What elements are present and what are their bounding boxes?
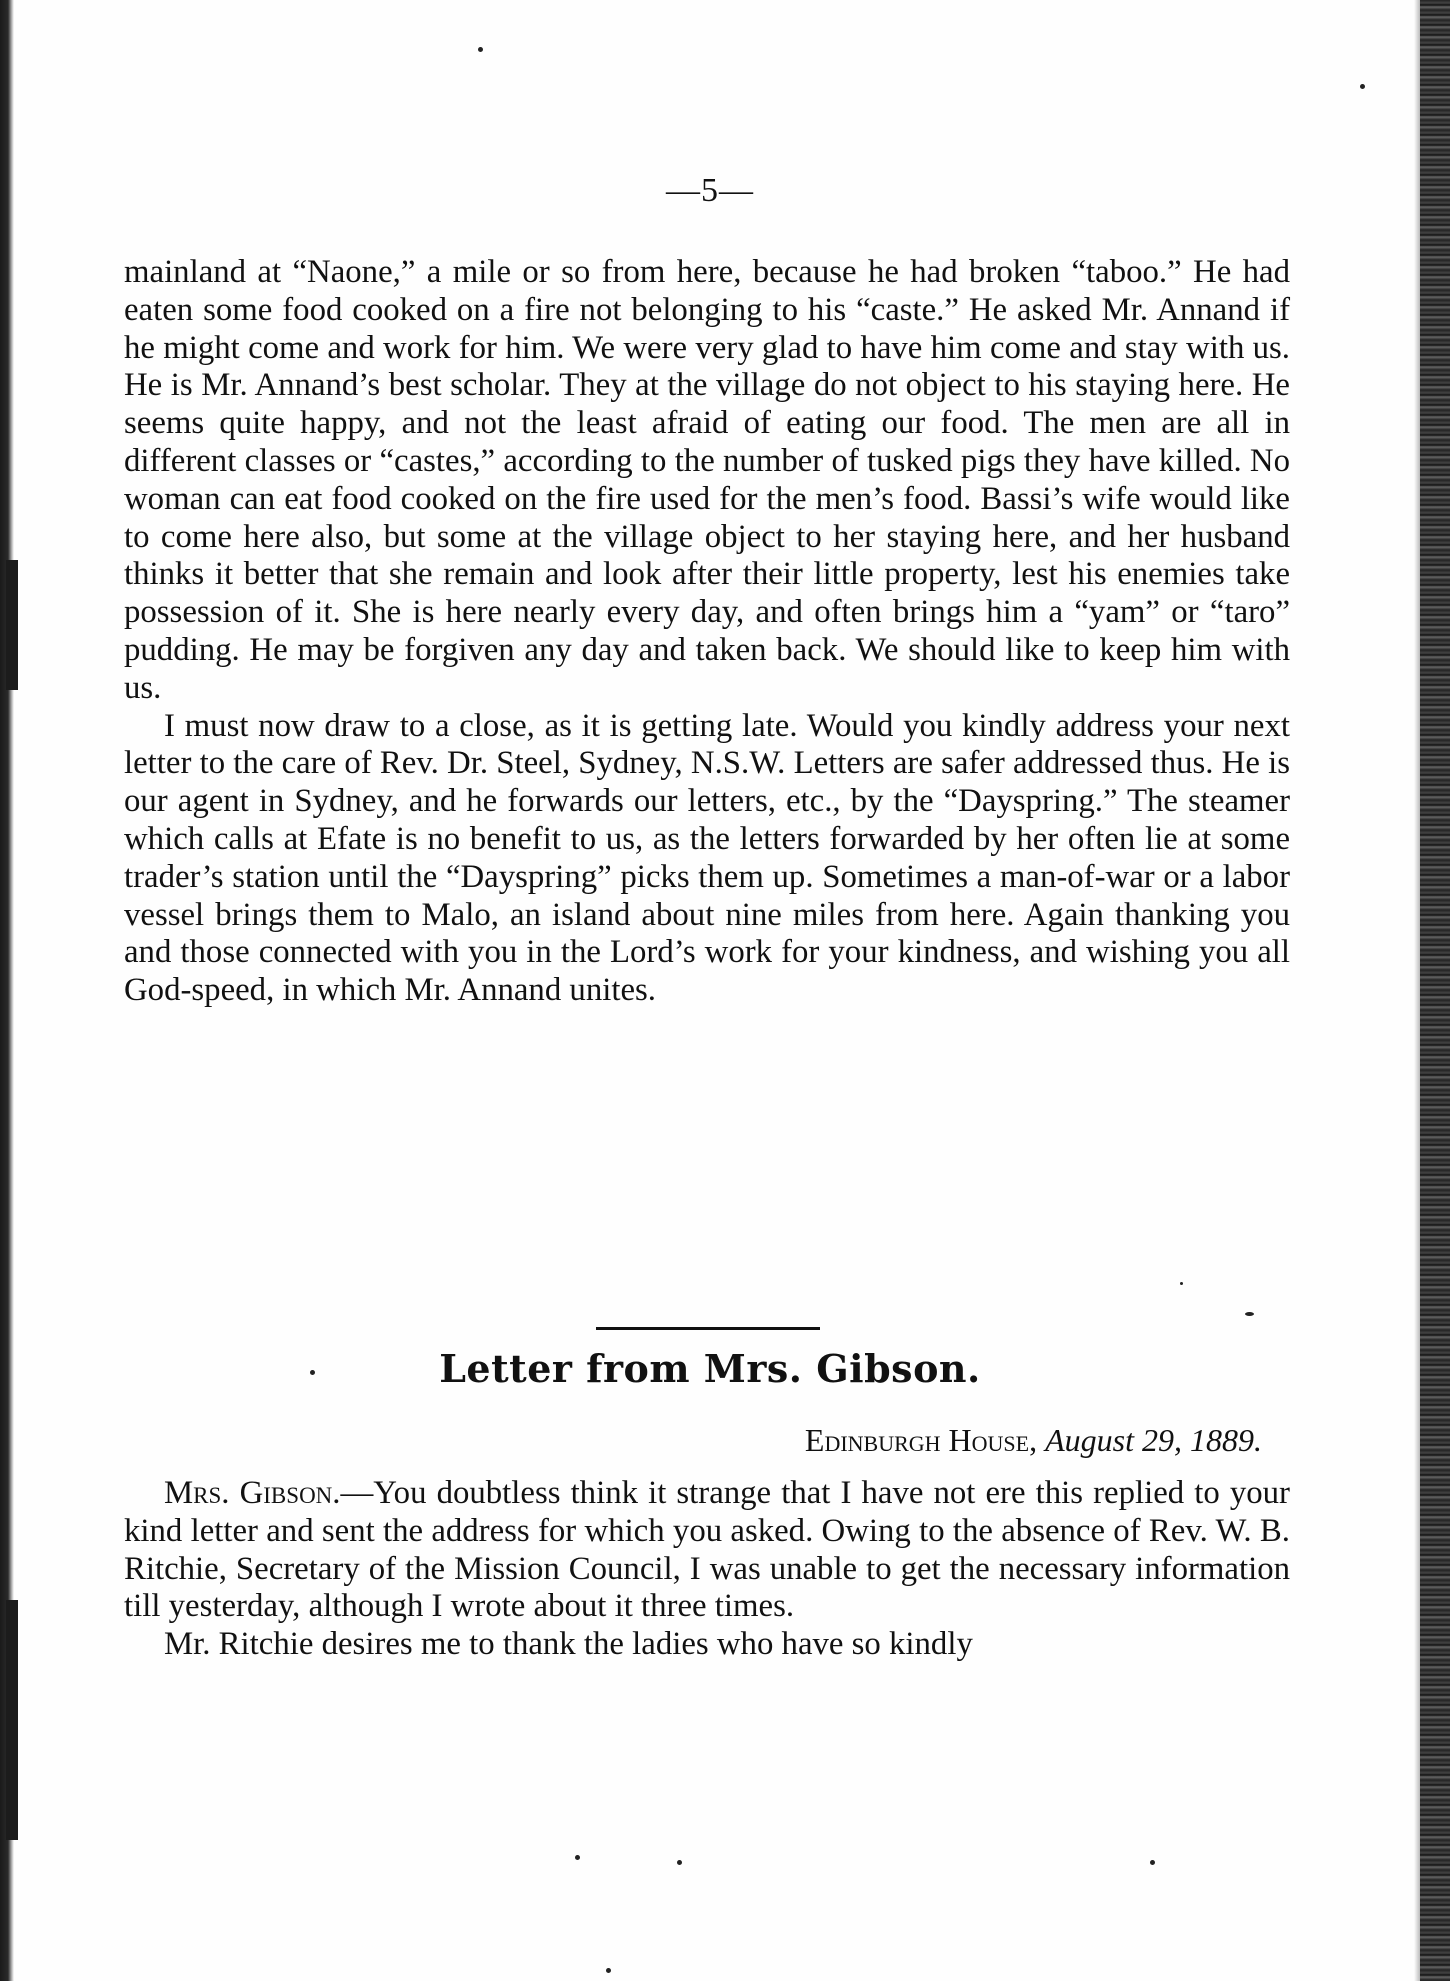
paragraph: mainland at “Naone,” a mile or so from here, because he had broken “taboo.” He had eaten some food cooked on a fire not belonging to his “caste.” He asked Mr. Annand if he might come and work for him. We were very glad to have him come and stay with us. He is Mr. Annand’s best scholar. They at the village do not object to his staying here. He seems quite happy, and not the least afraid of eating our food. The men are all in different classes or “castes,” according to the number of tusked pigs they have killed. No woman can eat food cooked on the fire used for the men’s food. Bassi’s wife would like to come here also, but some at the village object to her staying here, and her husband thinks it better that she remain and look after their little property, lest his enemies take possession of it. She is here nearly every day, and often brings him a “yam” or “taro” pudding. He may be forgiven any day and taken back. We should like to keep him with us. — [124, 254, 1290, 706]
page-number: —5— — [666, 172, 754, 209]
dateline-place: Edinburgh House, — [804, 1422, 1038, 1458]
right-scan-edge — [1420, 0, 1450, 1981]
scan-speck — [677, 1860, 682, 1865]
scan-speck — [1180, 1282, 1183, 1285]
scan-speck — [1360, 84, 1365, 89]
paragraph: Mr. Ritchie desires me to thank the ladies who have so kindly — [164, 1626, 973, 1663]
scan-speck — [1150, 1860, 1155, 1865]
left-edge-shadow — [6, 1600, 18, 1840]
left-edge-shadow — [6, 560, 18, 690]
paragraph — [124, 1475, 1290, 1626]
paragraph-text: —You doubtless think it strange that I have not ere this replied to your kind letter and sent the address for which you asked. Owing to the absence of Rev. W. B. Ritchie, Secretary of the Mission Council, I was unable to get the necessary information till yesterday, although I wrote about it three times. — [124, 1475, 1290, 1625]
scan-speck — [1245, 1312, 1254, 1316]
speaker-name: Mrs. Gibson. — [164, 1475, 341, 1511]
dateline-date: August 29, 1889. — [1045, 1422, 1262, 1458]
scan-speck — [478, 47, 483, 52]
section-title: Letter from Mrs. Gibson. — [439, 1346, 981, 1391]
scan-speck — [606, 1968, 611, 1973]
paragraph: I must now draw to a close, as it is getting late. Would you kindly address your next letter to the care of Rev. Dr. Steel, Sydney, N.S.W. Letters are safer addressed thus. He is our agent in Sydney, and he forwards our letters, etc., by the “Dayspring.” The steamer which calls at Efate is no benefit to us, as the letters forwarded by her often lie at some trader’s station until the “Dayspring” picks them up. Sometimes a man-of-war or a labor vessel brings them to Malo, an island about nine miles from here. Again thanking you and those connected with you in the Lord’s work for your kindness, and wishing you all God-speed, in which Mr. Annand unites. — [124, 707, 1290, 1009]
continued-letter-text — [124, 254, 1290, 1010]
dateline — [805, 1422, 1262, 1459]
gibson-letter-text — [124, 1475, 1290, 1664]
section-divider — [596, 1327, 820, 1330]
scan-speck — [575, 1855, 580, 1860]
